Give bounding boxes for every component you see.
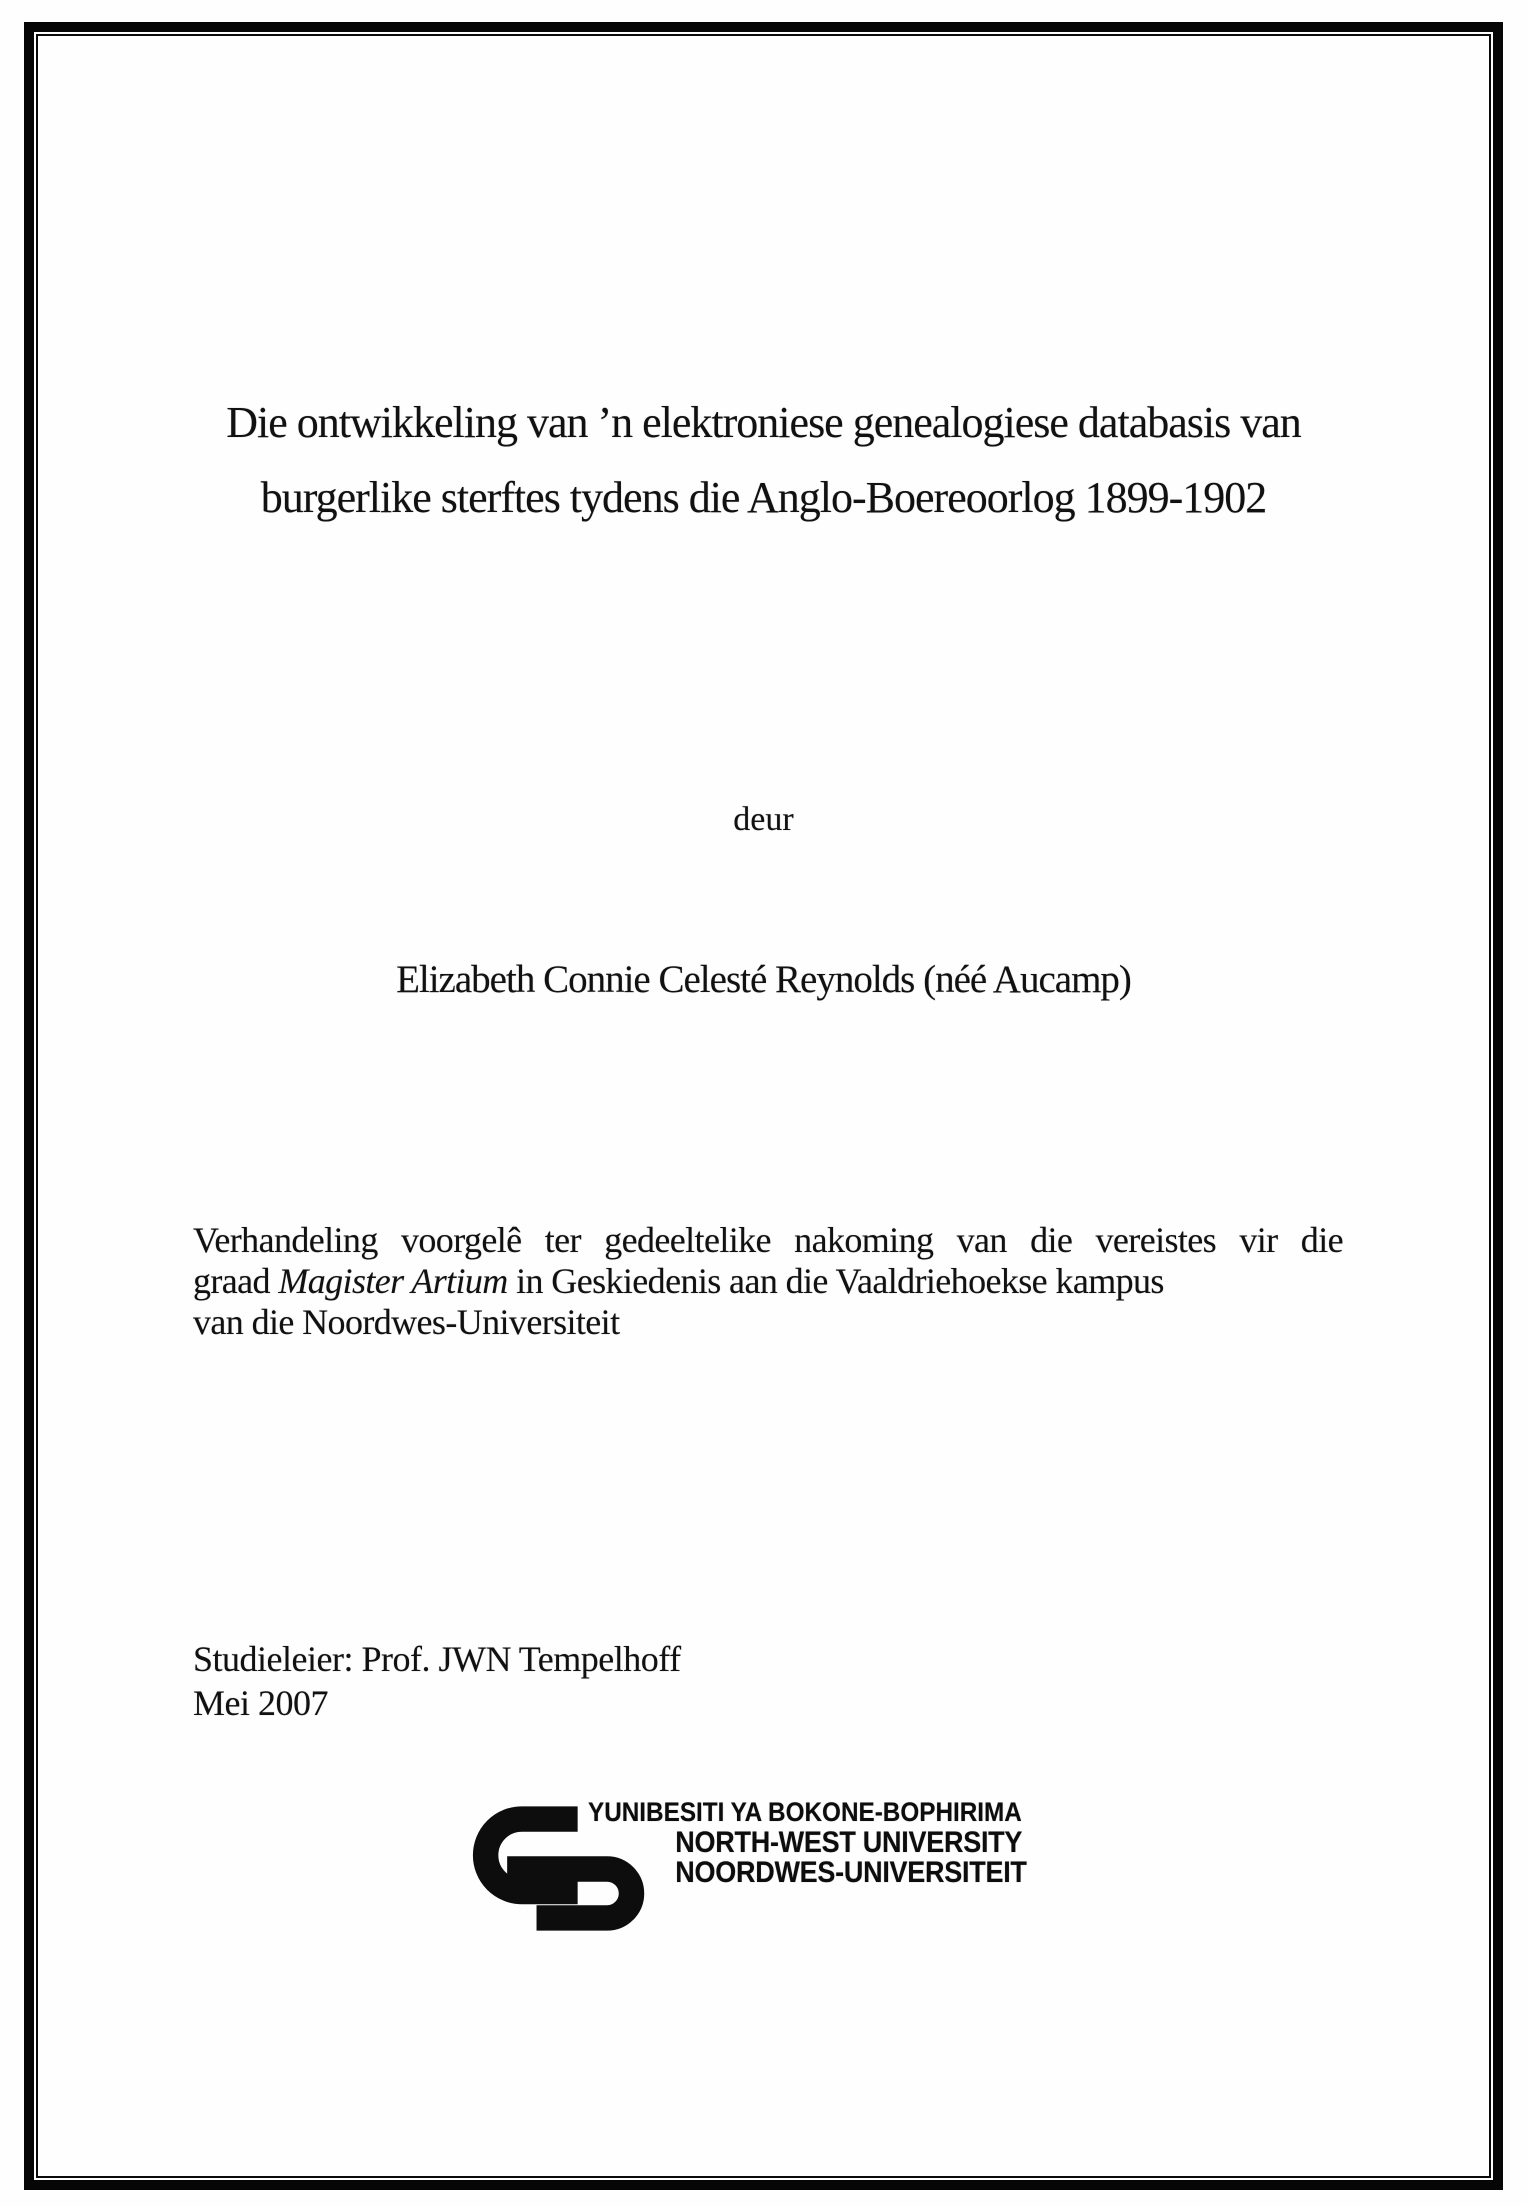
university-logo [468, 1797, 1168, 1937]
thesis-title-line-1: Die ontwikkeling van ’n elektroniese genealogiese databasis van [226, 398, 1301, 447]
thesis-title [160, 385, 1367, 535]
logo-line-setswana: YUNIBESITI YA BOKONE-BOPHIRIMA [588, 1797, 1022, 1827]
declaration-line-2-suffix: in Geskiedenis aan die Vaaldriehoekse kampus [507, 1261, 1164, 1301]
date-line: Mei 2007 [193, 1683, 328, 1723]
supervisor-line: Studieleier: Prof. JWN Tempelhoff [193, 1639, 681, 1679]
author-name: Elizabeth Connie Celesté Reynolds (néé Aucamp) [396, 958, 1131, 1001]
supervisor-block [193, 1637, 681, 1725]
logo-wordmark [588, 1797, 1092, 1888]
declaration-line-3: van die Noordwes-Universiteit [193, 1302, 620, 1342]
logo-line-english: NORTH-WEST UNIVERSITY [675, 1826, 1023, 1859]
degree-name: Magister Artium [278, 1261, 508, 1301]
declaration-line-2 [193, 1261, 1343, 1302]
declaration-line-2-prefix: graad [193, 1261, 279, 1301]
declaration-line-1: Verhandeling voorgelê ter gedeeltelike nakoming van die vereistes vir die [193, 1220, 1343, 1260]
declaration-paragraph [193, 1220, 1343, 1343]
thesis-title-line-2: burgerlike sterftes tydens die Anglo-Boereoorlog 1899-1902 [260, 473, 1267, 522]
logo-line-afrikaans: NOORDWES-UNIVERSITEIT [675, 1856, 1027, 1889]
byline-label: deur [733, 801, 794, 838]
